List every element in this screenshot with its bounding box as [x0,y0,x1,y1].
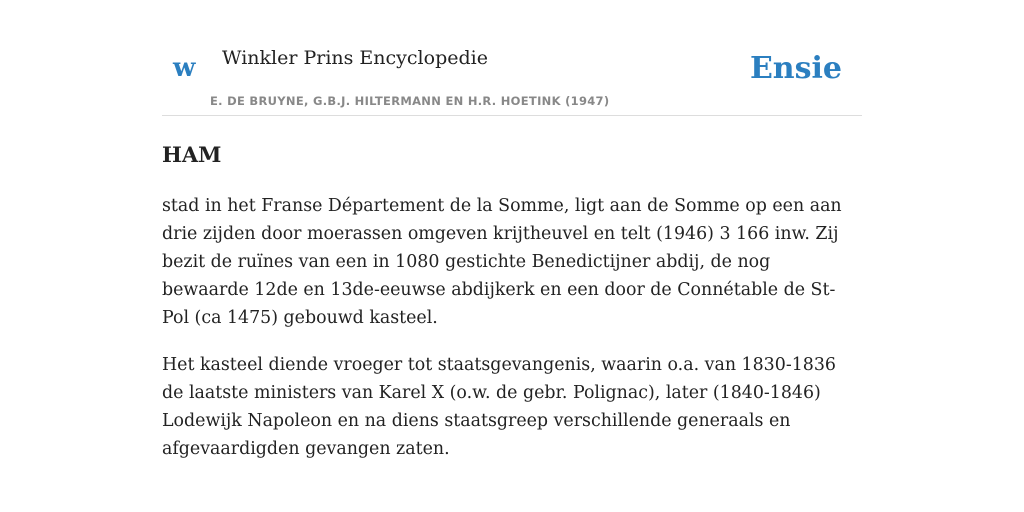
source-authors: E. DE BRUYNE, G.B.J. HILTERMANN EN H.R. HOETINK (1947) [210,94,610,108]
source-title-link[interactable]: Winkler Prins Encyclopedie [222,47,488,69]
entry-paragraph: stad in het Franse Département de la Somme, ligt aan de Somme op een aan drie zijden door moerassen omgeven krijtheuvel en telt (1946) 3 166 inw. Zij bezit de ruïnes van een in 1080 gestichte Benedictijner abdij, de nog bewaarde 12de en 13de-eeuwse abdijkerk en een door de Connétable de St-Pol (ca 1475) gebouwd kasteel. [162,196,842,328]
entry-page [162,0,862,512]
entry-paragraph: Het kasteel diende vroeger tot staatsgevangenis, waarin o.a. van 1830-1836 de laatste ministers van Karel X (o.w. de gebr. Polignac), later (1840-1846) Lodewijk Napoleon en na diens staatsgreep verschillende generaals en afgevaardigden gevangen zaten. [162,355,836,459]
entry-title: HAM [162,142,222,167]
entry-body [162,192,862,482]
source-header [162,0,862,116]
ensie-logo-link[interactable]: Ensie [749,51,842,86]
source-logo[interactable]: w [173,53,196,83]
